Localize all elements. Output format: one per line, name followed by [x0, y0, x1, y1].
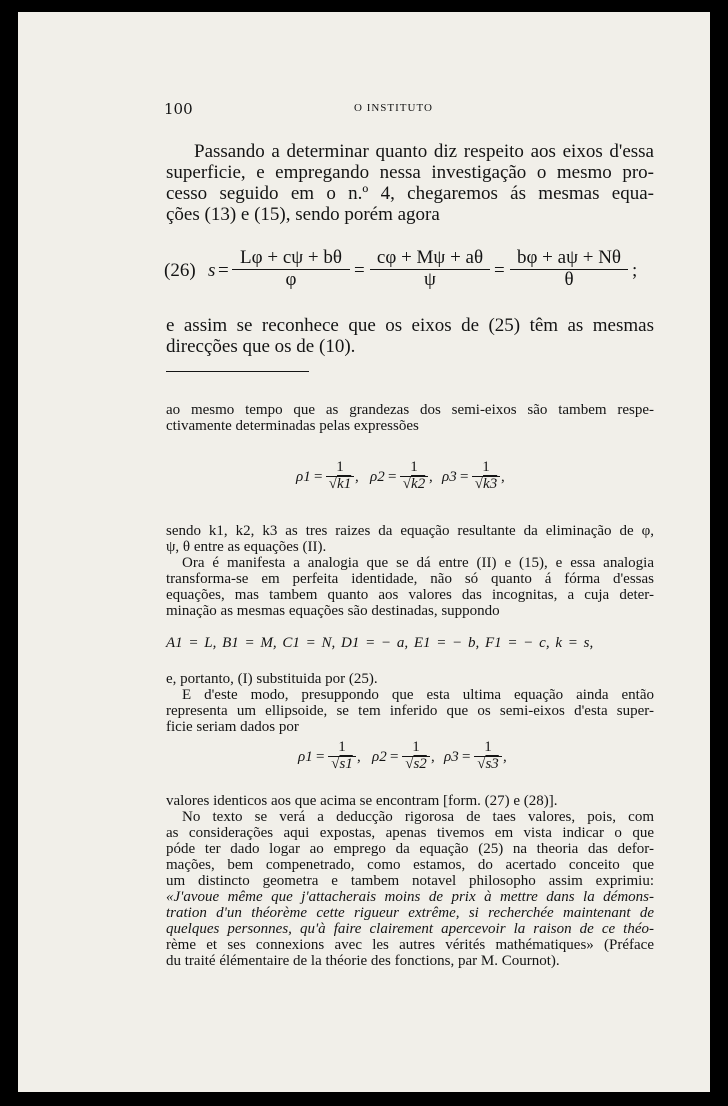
book-page — [18, 12, 710, 1092]
radicand: k2 — [411, 475, 426, 492]
comma: , — [431, 749, 435, 765]
note-line: ficie seriam dados por — [166, 719, 299, 735]
sqrt-denominator: √s3 — [477, 755, 499, 772]
sqrt-denominator: √k3 — [474, 475, 498, 492]
radicand: k3 — [483, 475, 498, 492]
note-line: equações, mas tambem quanto aos valores das incognitas, a cuja deter- — [166, 587, 654, 603]
fraction-numerator: 1 — [472, 460, 500, 477]
fraction-numerator: 1 — [328, 740, 356, 757]
note-line: as considerações aqui expostas, apenas tivemos em vista indicar o que — [166, 825, 654, 841]
note-line: Ora é manifesta a analogia que se dá entre (II) e (15), e essa analogia — [182, 555, 654, 571]
equals-sign: = — [314, 469, 323, 485]
sqrt-denominator: √k2 — [402, 475, 426, 492]
fraction-1-denominator: φ — [285, 268, 297, 290]
equation-end: ; — [632, 260, 638, 281]
equals-sign: = — [388, 469, 397, 485]
para2-line: e assim se reconhece que os eixos de (25) têm as mesmas — [166, 315, 654, 336]
rho-label: ρ3 — [442, 469, 457, 485]
comma: , — [429, 469, 433, 485]
quote-line: rème et ses connexions avec les autres vérités mathématiques» (Préface — [166, 937, 654, 953]
note-line: transforma-se em perfeita identidade, não só quanto á fórma d'essas — [166, 571, 654, 587]
equals-sign: = — [494, 260, 505, 281]
note-line: e, portanto, (I) substituida por (25). — [166, 671, 378, 687]
comma: , — [357, 749, 361, 765]
radicand: s3 — [485, 755, 499, 772]
rho-label: ρ1 — [298, 749, 313, 765]
note-line: No texto se verá a deducção rigorosa de taes valores, pois, com — [182, 809, 654, 825]
equals-sign: = — [218, 260, 229, 281]
fraction-3-denominator: θ — [564, 268, 574, 290]
sqrt-denominator: √k1 — [328, 475, 352, 492]
rho-k-fraction — [400, 460, 428, 492]
quote-line: quelques personnes, qu'à faire clairement apercevoir la raison de ce théo- — [166, 921, 654, 937]
rho-s-fraction — [402, 740, 430, 772]
note-line: ao mesmo tempo que as grandezas dos semi-eixos são tambem respe- — [166, 402, 654, 418]
fraction-3-numerator: bφ + aψ + Nθ — [510, 248, 628, 270]
quote-line: tration d'un théorème cette rigueur extrême, si recherchée maintenant de — [166, 905, 654, 921]
fraction-3 — [510, 248, 628, 290]
note-line: ctivamente determinadas pelas expressões — [166, 418, 419, 434]
para1-line: superficie, e empregando nessa investigação o mesmo pro- — [166, 162, 654, 183]
rho-s-fraction — [328, 740, 356, 772]
radicand: k1 — [337, 475, 352, 492]
radicand: s2 — [413, 755, 427, 772]
fraction-1-numerator: Lφ + cψ + bθ — [232, 248, 350, 270]
fraction-numerator: 1 — [326, 460, 354, 477]
substitution-line: A1 = L, B1 = M, C1 = N, D1 = − a, E1 = − b, F1 = − c, k = s, — [166, 635, 594, 651]
rho-k-fraction — [472, 460, 500, 492]
equals-sign: = — [354, 260, 365, 281]
para1-line: Passando a determinar quanto diz respeito aos eixos d'essa — [194, 141, 654, 162]
fraction-1 — [232, 248, 350, 290]
fraction-2 — [370, 248, 490, 290]
comma: , — [355, 469, 359, 485]
fraction-numerator: 1 — [402, 740, 430, 757]
note-line: du traité élémentaire de la théorie des fonctions, par M. Cournot). — [166, 953, 560, 969]
fraction-2-denominator: ψ — [424, 268, 436, 290]
para1-line: cesso seguido em o n.º 4, chegaremos ás mesmas equa- — [166, 183, 654, 204]
quote-line: «J'avoue même que j'attacherais moins de prix à mettre dans la démons- — [166, 889, 654, 905]
rho-s-fraction — [474, 740, 502, 772]
para2-line: direcções que os de (10). — [166, 336, 356, 357]
note-line: mações, bem compenetrado, como estamos, do acertado conceito que — [166, 857, 654, 873]
radicand: s1 — [339, 755, 353, 772]
page-number: 100 — [164, 100, 193, 118]
rho-label: ρ2 — [372, 749, 387, 765]
note-line: minação as mesmas equações são destinadas, suppondo — [166, 603, 500, 619]
note-line: E d'este modo, presuppondo que esta ultima equação ainda então — [182, 687, 654, 703]
rho-label: ρ3 — [444, 749, 459, 765]
fraction-numerator: 1 — [400, 460, 428, 477]
fraction-numerator: 1 — [474, 740, 502, 757]
rho-label: ρ1 — [296, 469, 311, 485]
sqrt-denominator: √s2 — [405, 755, 427, 772]
note-line: um distincto geometra e tambem notavel philosopho assim exprimiu: — [166, 873, 654, 889]
note-line: póde ter dado logar ao emprego da equação (25) na theoria das defor- — [166, 841, 654, 857]
para1-line: ções (13) e (15), sendo porém agora — [166, 204, 440, 225]
equals-sign: = — [390, 749, 399, 765]
note-line: ψ, θ entre as equações (II). — [166, 539, 327, 555]
equals-sign: = — [462, 749, 471, 765]
equation-lhs: s — [208, 260, 216, 281]
note-line: representa um ellipsoide, se tem inferido que os semi-eixos d'esta super- — [166, 703, 654, 719]
equals-sign: = — [460, 469, 469, 485]
sqrt-denominator: √s1 — [331, 755, 353, 772]
equals-sign: = — [316, 749, 325, 765]
footnote-rule — [166, 371, 309, 372]
rho-label: ρ2 — [370, 469, 385, 485]
note-line: valores identicos aos que acima se encontram [form. (27) e (28)]. — [166, 793, 558, 809]
equation-label: (26) — [164, 260, 196, 281]
running-title: O INSTITUTO — [354, 102, 433, 114]
rho-k-fraction — [326, 460, 354, 492]
note-line: sendo k1, k2, k3 as tres raizes da equação resultante da eliminação de φ, — [166, 523, 654, 539]
comma: , — [503, 749, 507, 765]
fraction-2-numerator: cφ + Mψ + aθ — [370, 248, 490, 270]
comma: , — [501, 469, 505, 485]
